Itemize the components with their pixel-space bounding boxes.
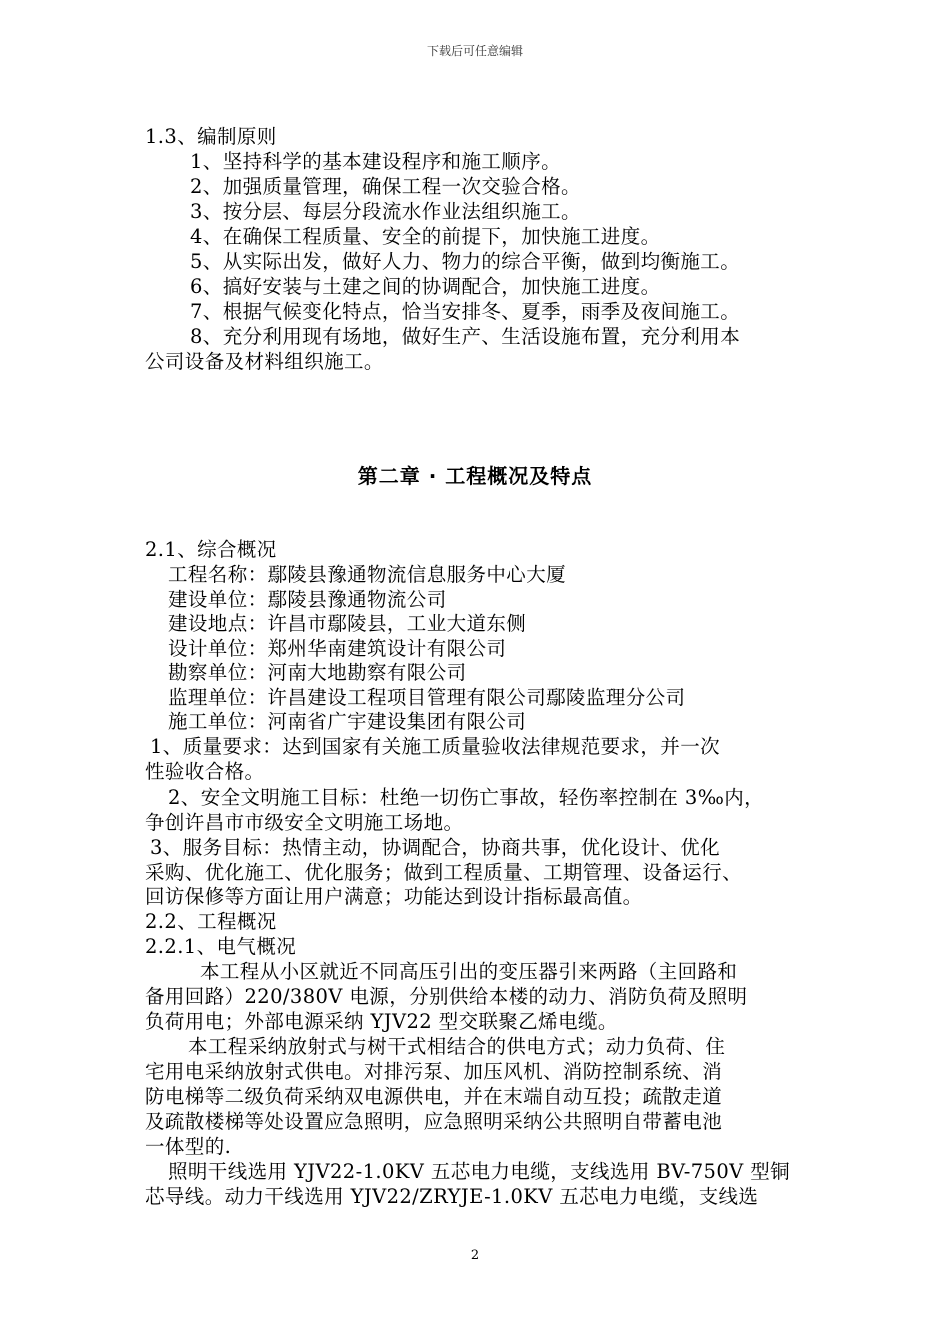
principle-item-8-cont: 公司设备及材料组织施工。	[145, 350, 384, 373]
goal-service: 3、服务目标：热情主动，协调配合，协商共事，优化设计、优化	[150, 836, 721, 859]
goal-service-cont-1: 采购、优化施工、优化服务；做到工程质量、工期管理、设备运行、	[145, 861, 743, 884]
info-contractor: 施工单位：河南省广宇建设集团有限公司	[168, 710, 527, 733]
goal-safety-cont: 争创许昌市市级安全文明施工场地。	[145, 811, 464, 834]
principle-item-1: 1、坚持科学的基本建设程序和施工顺序。	[190, 150, 562, 173]
electric-para-2-line-2: 宅用电采纳放射式供电。对排污泵、加压风机、消防控制系统、消	[145, 1060, 723, 1083]
info-project-name: 工程名称：鄢陵县豫通物流信息服务中心大厦	[168, 563, 567, 586]
page-number: 2	[470, 1248, 480, 1263]
electric-para-1-line-3: 负荷用电；外部电源采纳 YJV22 型交联聚乙烯电缆。	[145, 1010, 618, 1033]
section-heading-2-2: 2.2、工程概况	[145, 910, 277, 933]
principle-item-4: 4、在确保工程质量、安全的前提下，加快施工进度。	[190, 225, 661, 248]
info-location: 建设地点：许昌市鄢陵县，工业大道东侧	[168, 612, 527, 635]
info-builder: 建设单位：鄢陵县豫通物流公司	[168, 588, 447, 611]
info-surveyor: 勘察单位：河南大地勘察有限公司	[168, 661, 467, 684]
electric-para-3-line-2: 芯导线。动力干线选用 YJV22/ZRYJE-1.0KV 五芯电力电缆，支线选	[145, 1185, 759, 1208]
info-supervisor: 监理单位：许昌建设工程项目管理有限公司鄢陵监理分公司	[168, 686, 686, 709]
electric-para-2-line-1: 本工程采纳放射式与树干式相结合的供电方式；动力负荷、住	[188, 1035, 726, 1058]
chapter-title: 第二章 · 工程概况及特点	[357, 464, 593, 488]
goal-service-cont-2: 回访保修等方面让用户满意；功能达到设计指标最高值。	[145, 885, 643, 908]
electric-para-2-line-5: 一体型的.	[145, 1135, 232, 1158]
electric-para-1-line-1: 本工程从小区就近不同高压引出的变压器引来两路（主回路和	[200, 960, 738, 983]
electric-para-2-line-4: 及疏散楼梯等处设置应急照明，应急照明采纳公共照明自带蓄电池	[145, 1110, 723, 1133]
principle-item-7: 7、根据气候变化特点，恰当安排冬、夏季，雨季及夜间施工。	[190, 300, 741, 323]
principle-item-6: 6、搞好安装与土建之间的协调配合，加快施工进度。	[190, 275, 661, 298]
section-heading-1-3: 1.3、编制原则	[145, 125, 277, 148]
section-heading-2-1: 2.1、综合概况	[145, 538, 277, 561]
goal-quality: 1、质量要求：达到国家有关施工质量验收法律规范要求，并一次	[150, 735, 721, 758]
goal-safety: 2、安全文明施工目标：杜绝一切伤亡事故，轻伤率控制在 3‰内，	[168, 786, 765, 809]
electric-para-3-line-1: 照明干线选用 YJV22-1.0KV 五芯电力电缆，支线选用 BV-750V 型铜	[168, 1160, 791, 1183]
principle-item-5: 5、从实际出发，做好人力、物力的综合平衡，做到均衡施工。	[190, 250, 741, 273]
goal-quality-cont: 性验收合格。	[145, 760, 265, 783]
principle-item-3: 3、按分层、每层分段流水作业法组织施工。	[190, 200, 581, 223]
electric-para-1-line-2: 备用回路）220/380V 电源，分别供给本楼的动力、消防负荷及照明	[145, 985, 748, 1008]
info-designer: 设计单位：郑州华南建筑设计有限公司	[168, 637, 507, 660]
sub-heading-2-2-1: 2.2.1、电气概况	[145, 935, 297, 958]
principle-item-8: 8、充分利用现有场地，做好生产、生活设施布置，充分利用本	[190, 325, 741, 348]
electric-para-2-line-3: 防电梯等二级负荷采纳双电源供电，并在末端自动互投；疏散走道	[145, 1085, 723, 1108]
principle-item-2: 2、加强质量管理，确保工程一次交验合格。	[190, 175, 581, 198]
page-header: 下载后可任意编辑	[426, 44, 523, 58]
